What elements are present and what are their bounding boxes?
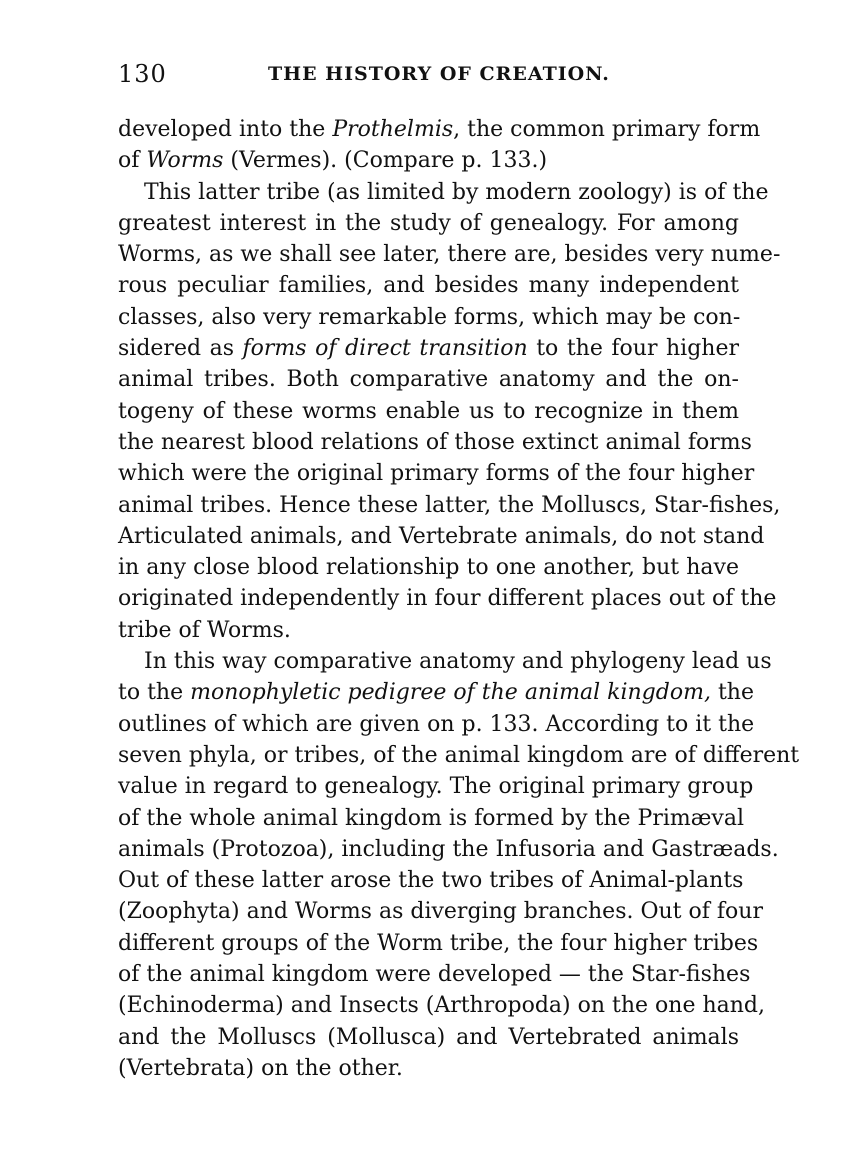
text-line: animals (Protozoa), including the Infusoria and Gastræads. [118,836,779,862]
text-line: of Worms (Vermes). (Compare p. 133.) [118,148,548,174]
text-line: outlines of which are given on p. 133. According to it the [118,711,755,737]
text-line: of the whole animal kingdom is formed by the Primæval [118,805,745,831]
text-line: value in regard to genealogy. The original primary group [118,774,754,800]
text-line: in any close blood relationship to one another, but have [118,555,739,581]
text-line: (Echinoderma) and Insects (Arthropoda) on the one hand, [118,993,765,1019]
text-line: (Zoophyta) and Worms as diverging branches. Out of four [118,899,763,925]
text-line: rous peculiar families, and besides many independent [118,273,739,299]
text-line: animal tribes. Hence these latter, the Molluscs, Star-fishes, [118,492,781,518]
text-line: seven phyla, or tribes, of the animal kingdom are of different [118,742,800,768]
running-head: THE HISTORY OF CREATION. [268,63,610,85]
text-line: (Vertebrata) on the other. [118,1055,403,1081]
text-line: and the Molluscs (Mollusca) and Vertebrated animals [118,1024,739,1050]
text-line: which were the original primary forms of the four higher [118,461,755,487]
body-text [118,114,800,1084]
text-line: originated independently in four different places out of the [118,586,777,612]
text-line: Worms, as we shall see later, there are, besides very nume- [118,242,781,268]
text-line: sidered as forms of direct transition to the four higher [118,336,739,362]
text-line: to the monophyletic pedigree of the animal kingdom, the [118,680,754,706]
text-line: developed into the Prothelmis, the common primary form [118,117,761,142]
text-line: greatest interest in the study of genealogy. For among [118,210,739,236]
text-line: This latter tribe (as limited by modern zoology) is of the [144,179,769,205]
text-line: classes, also very remarkable forms, which may be con- [118,304,741,330]
text-line: In this way comparative anatomy and phylogeny lead us [144,649,772,675]
page-number: 130 [118,60,167,88]
text-line: different groups of the Worm tribe, the four higher tribes [118,930,759,956]
text-line: Out of these latter arose the two tribes of Animal-plants [118,868,744,894]
text-line: Articulated animals, and Vertebrate animals, do not stand [118,523,765,549]
text-line: togeny of these worms enable us to recognize in them [118,398,739,424]
text-line: of the animal kingdom were developed — the Star-fishes [118,962,751,988]
text-line: the nearest blood relations of those extinct animal forms [118,429,752,455]
page-header [118,60,735,90]
text-line: animal tribes. Both comparative anatomy and the on- [118,367,739,393]
text-line: tribe of Worms. [118,617,291,643]
